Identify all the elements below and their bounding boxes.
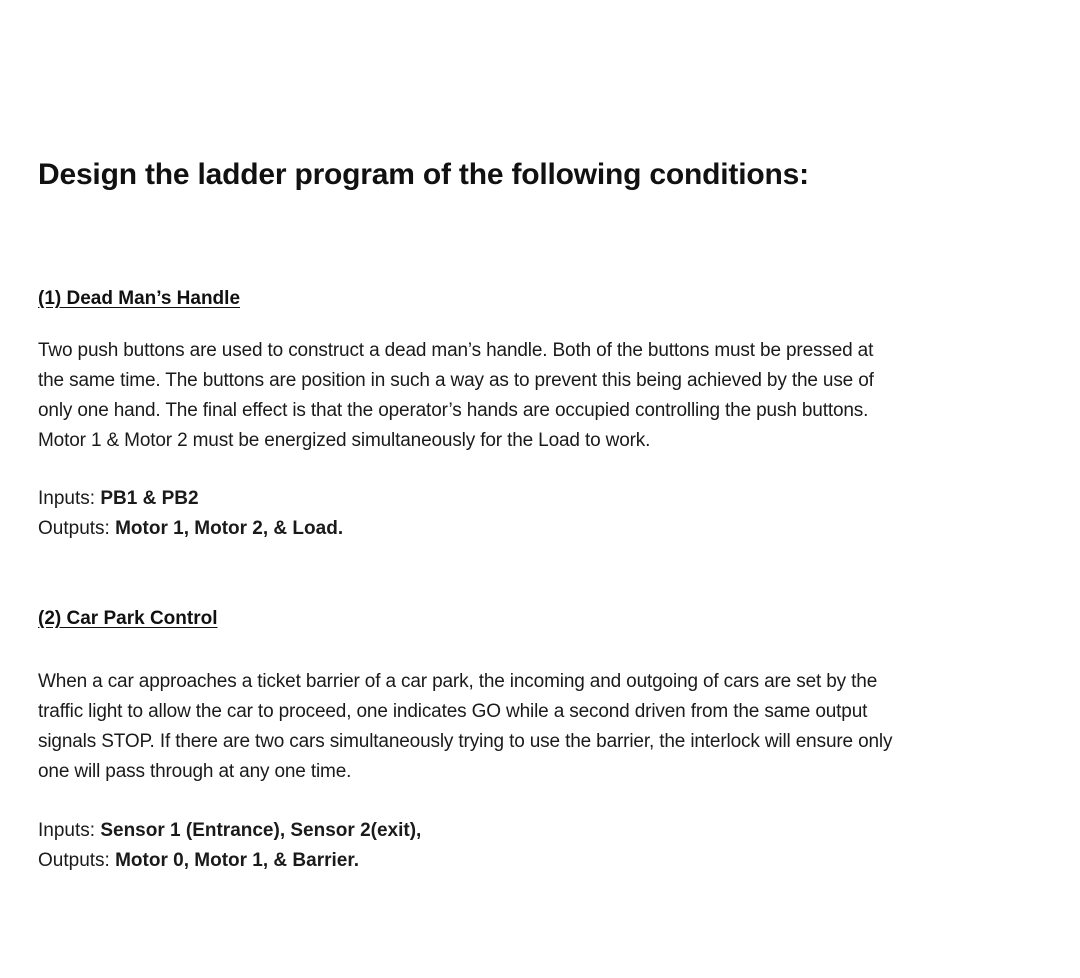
outputs-label: Outputs: — [38, 518, 110, 539]
inputs-value: PB1 & PB2 — [100, 488, 199, 509]
outputs-line — [38, 846, 1078, 876]
paragraph-line: Two push buttons are used to construct a dead man’s handle. Both of the buttons must be pressed at — [38, 340, 874, 361]
section-heading-dead-mans-handle: (1) Dead Man’s Handle — [38, 288, 241, 309]
section-heading-car-park-control: (2) Car Park Control — [38, 608, 218, 629]
section-paragraph-dead-mans-handle — [38, 336, 1078, 456]
outputs-label: Outputs: — [38, 850, 110, 871]
paragraph-line: the same time. The buttons are position in such a way as to prevent this being achieved by the use of — [38, 370, 874, 391]
inputs-line — [38, 484, 1078, 514]
paragraph-line: one will pass through at any one time. — [38, 761, 352, 782]
outputs-value: Motor 0, Motor 1, & Barrier. — [115, 850, 359, 871]
io-block-dead-mans-handle — [38, 484, 1078, 544]
outputs-value: Motor 1, Motor 2, & Load. — [115, 518, 344, 539]
inputs-label: Inputs: — [38, 488, 96, 509]
section-paragraph-car-park-control — [38, 667, 1078, 787]
inputs-label: Inputs: — [38, 820, 96, 841]
paragraph-line: Motor 1 & Motor 2 must be energized simultaneously for the Load to work. — [38, 430, 651, 451]
paragraph-line: When a car approaches a ticket barrier of a car park, the incoming and outgoing of cars are set by the — [38, 671, 878, 692]
paragraph-line: traffic light to allow the car to proceed, one indicates GO while a second driven from the same output — [38, 701, 868, 722]
document-title: Design the ladder program of the following conditions: — [38, 158, 809, 191]
outputs-line — [38, 514, 1078, 544]
inputs-value: Sensor 1 (Entrance), Sensor 2(exit), — [100, 820, 422, 841]
io-block-car-park-control — [38, 816, 1078, 876]
paragraph-line: only one hand. The final effect is that the operator’s hands are occupied controlling the push buttons. — [38, 400, 869, 421]
paragraph-line: signals STOP. If there are two cars simultaneously trying to use the barrier, the interlock will ensure only — [38, 731, 893, 752]
inputs-line — [38, 816, 1078, 846]
